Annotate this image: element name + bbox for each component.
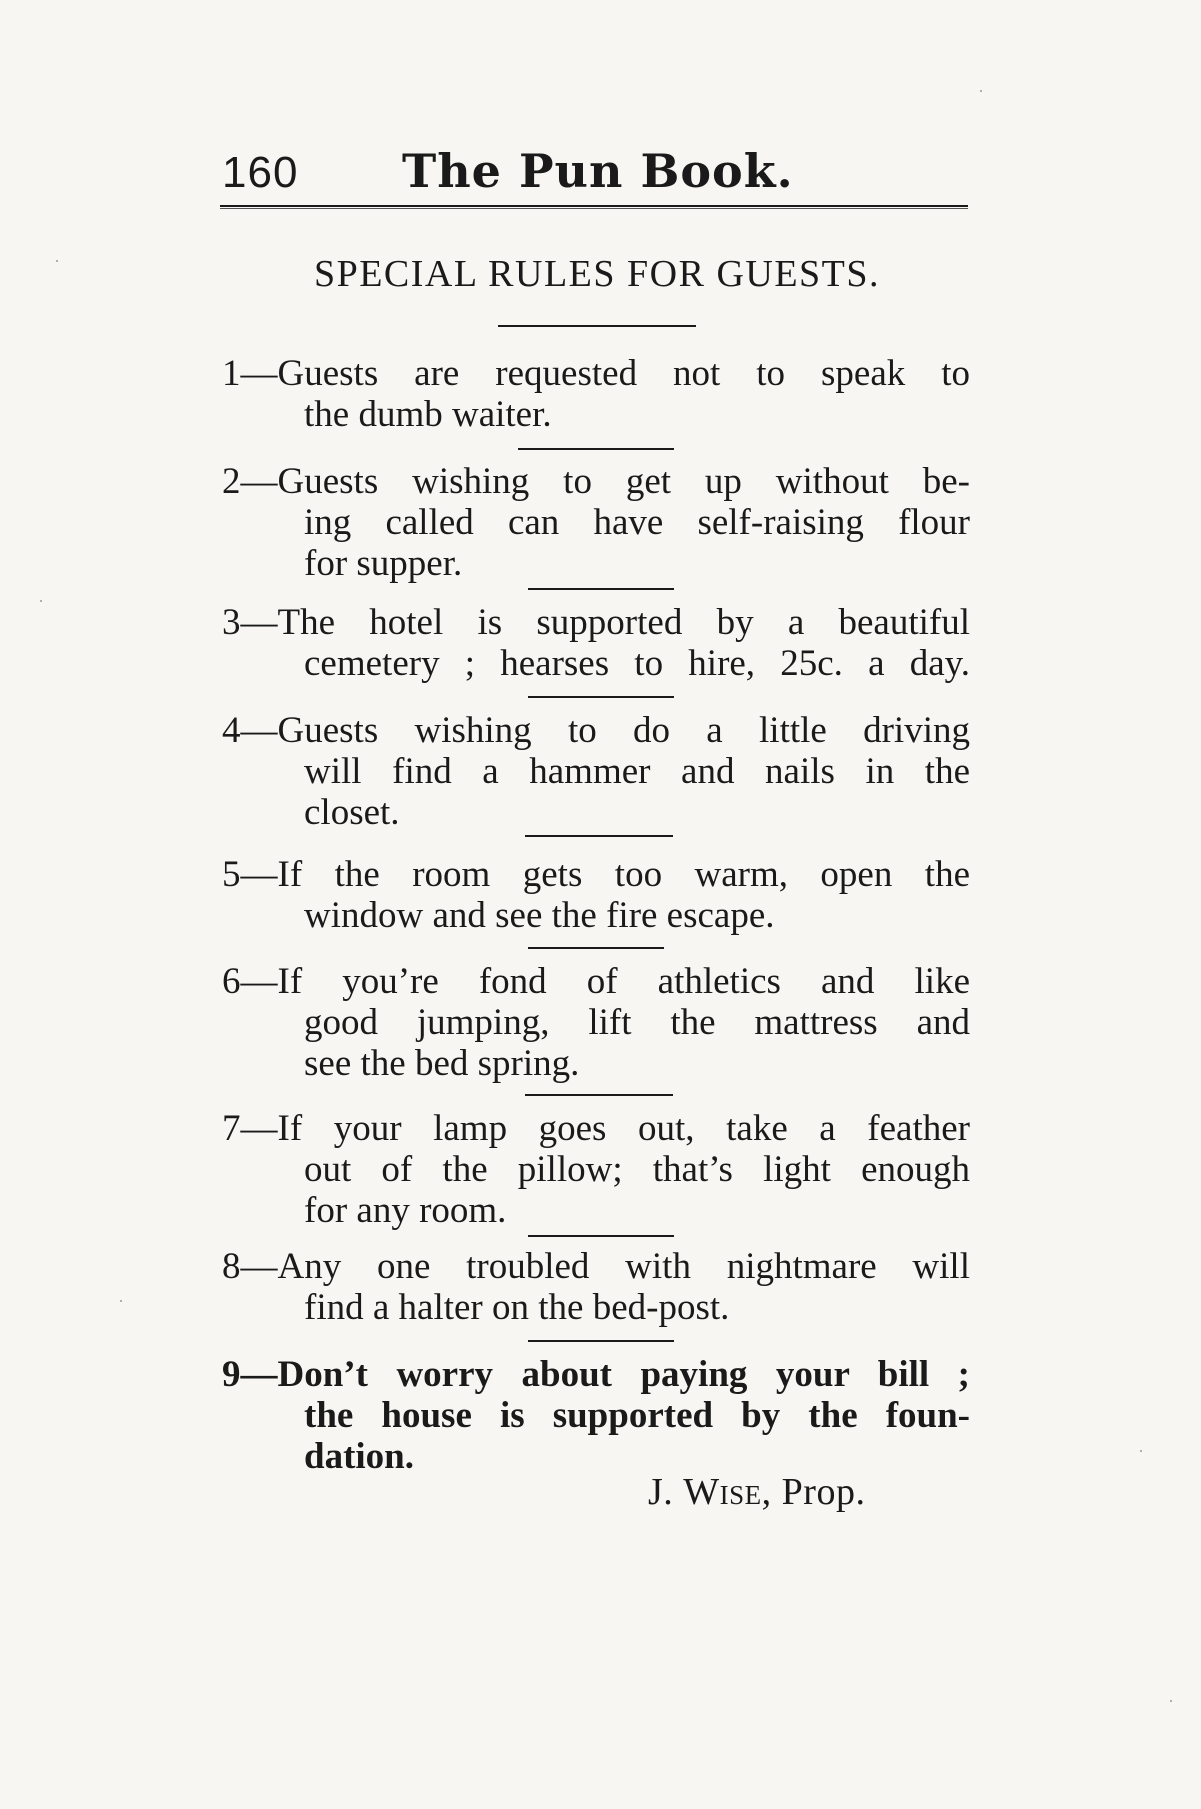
- rule-divider: [528, 1340, 674, 1342]
- rule-1-line-2: the dumb waiter.: [304, 394, 552, 435]
- rule-item-8: [222, 1246, 970, 1328]
- scan-speck: [56, 260, 58, 262]
- rule-5-line-2: window and see the fire escape.: [304, 895, 775, 936]
- scan-speck: [1170, 1700, 1172, 1702]
- title-divider: [498, 325, 696, 327]
- scan-speck: [120, 1300, 122, 1302]
- rule-7-line-2: out of the pillow; that’s light enough: [304, 1149, 970, 1190]
- rule-divider: [525, 835, 673, 837]
- scan-speck: [980, 90, 982, 92]
- rule-9-line-1: 9—Don’t worry about paying your bill ;: [222, 1354, 970, 1395]
- rule-item-1: [222, 353, 970, 435]
- rule-1-line-1: 1—Guests are requested not to speak to: [222, 353, 970, 394]
- rule-5-line-1: 5—If the room gets too warm, open the: [222, 854, 970, 895]
- rule-4-line-1: 4—Guests wishing to do a little driving: [222, 710, 970, 751]
- signature-initial: J.: [648, 1471, 674, 1513]
- rule-item-9: [222, 1354, 970, 1477]
- rule-6-line-1: 6—If you’re fond of athletics and like: [222, 961, 970, 1002]
- page-number: 160: [222, 148, 299, 197]
- rule-7-line-3: for any room.: [304, 1190, 507, 1231]
- rule-8-line-2: find a halter on the bed-post.: [304, 1287, 730, 1328]
- section-title: SPECIAL RULES FOR GUESTS.: [313, 253, 881, 295]
- rule-divider: [528, 947, 664, 949]
- rule-item-5: [222, 854, 970, 936]
- rule-item-7: [222, 1108, 970, 1231]
- rule-7-line-1: 7—If your lamp goes out, take a feather: [222, 1108, 970, 1149]
- rule-item-3: [222, 602, 970, 684]
- rule-divider: [518, 448, 674, 450]
- rule-4-line-2: will find a hammer and nails in the: [304, 751, 970, 792]
- rule-divider: [528, 696, 674, 698]
- scan-speck: [40, 600, 42, 602]
- rule-2-line-3: for supper.: [304, 543, 463, 584]
- rule-9-line-2: the house is supported by the foun-: [304, 1395, 970, 1436]
- header-rule-thin: [220, 208, 968, 209]
- rule-9-line-3: dation.: [304, 1436, 415, 1477]
- rule-6-line-2: good jumping, lift the mattress and: [304, 1002, 970, 1043]
- rule-2-line-2: ing called can have self-raising flour: [304, 502, 970, 543]
- rule-item-6: [222, 961, 970, 1084]
- rule-divider: [528, 588, 674, 590]
- rule-3-line-1: 3—The hotel is supported by a beautiful: [222, 602, 970, 643]
- rule-6-line-3: see the bed spring.: [304, 1043, 580, 1084]
- header-rule: [220, 205, 968, 207]
- rule-8-line-1: 8—Any one troubled with nightmare will: [222, 1246, 970, 1287]
- signature: [648, 1470, 865, 1514]
- scan-speck: [1140, 1450, 1142, 1452]
- rule-item-2: [222, 461, 970, 584]
- signature-suffix: , Prop.: [761, 1471, 866, 1513]
- page-header: [222, 140, 972, 204]
- running-title: The Pun Book.: [402, 144, 794, 198]
- signature-surname: Wise: [683, 1471, 762, 1513]
- rule-divider: [525, 1094, 673, 1096]
- rule-3-line-2: cemetery ; hearses to hire, 25c. a day.: [304, 643, 970, 684]
- rule-2-line-1: 2—Guests wishing to get up without be-: [222, 461, 970, 502]
- rule-item-4: [222, 710, 970, 833]
- rule-divider: [528, 1235, 674, 1237]
- rule-4-line-3: closet.: [304, 792, 400, 833]
